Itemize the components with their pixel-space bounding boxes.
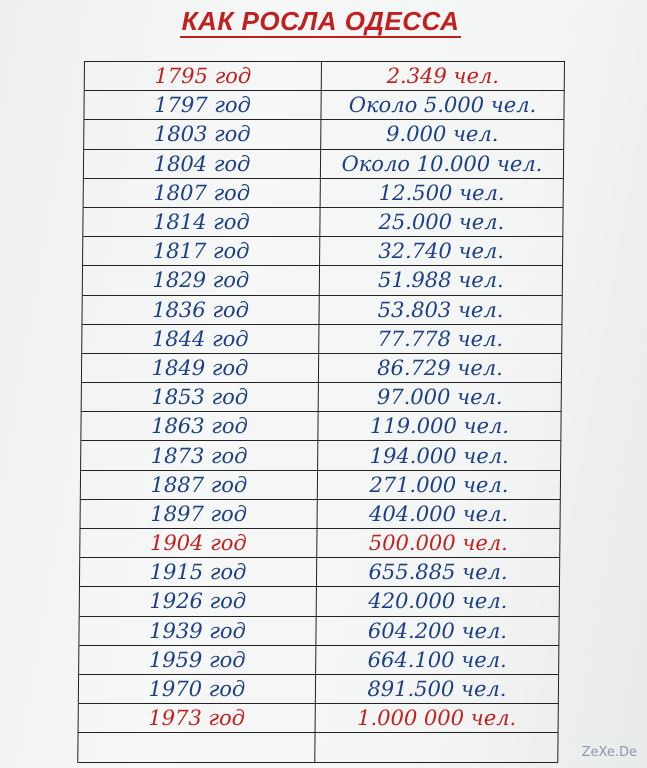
population-cell: 9.000 чел. [321, 120, 564, 148]
population-cell: 32.740 чел. [320, 237, 563, 265]
year-cell: 1803 год [84, 120, 321, 148]
year-cell: 1973 год [79, 704, 316, 732]
year-cell: 1863 год [81, 412, 318, 440]
population-cell: 77.778 чел. [319, 325, 562, 353]
table-row [79, 617, 559, 646]
table-row [84, 120, 564, 149]
table-row [78, 733, 558, 762]
year-cell: 1836 год [82, 296, 319, 324]
population-cell: 2.349 чел. [322, 62, 565, 90]
population-cell: 500.000 чел. [317, 529, 560, 557]
table-row [81, 500, 561, 529]
year-cell: 1873 год [81, 441, 318, 469]
table-row [83, 208, 563, 237]
year-cell: 1817 год [83, 237, 320, 265]
population-cell: 404.000 чел. [318, 500, 561, 528]
year-cell: 1904 год [80, 529, 317, 557]
year-cell: 1849 год [82, 354, 319, 382]
year-cell: 1795 год [85, 62, 322, 90]
table-row [82, 354, 562, 383]
table-row [84, 179, 564, 208]
year-cell: 1829 год [83, 266, 320, 294]
table-row [82, 296, 562, 325]
year-cell: 1853 год [82, 383, 319, 411]
population-cell: Около 10.000 чел. [321, 150, 564, 178]
table-row [85, 62, 565, 91]
table-row [80, 587, 560, 616]
population-cell [315, 733, 558, 761]
table-row [79, 675, 559, 704]
population-cell: 891.500 чел. [316, 675, 559, 703]
table-row [82, 383, 562, 412]
population-cell: Около 5.000 чел. [321, 91, 564, 119]
population-cell: 53.803 чел. [319, 296, 562, 324]
table-row [84, 91, 564, 120]
year-cell: 1887 год [81, 471, 318, 499]
table-row [82, 325, 562, 354]
population-cell: 25.000 чел. [320, 208, 563, 236]
population-cell: 1.000 000 чел. [316, 704, 559, 732]
table-row [81, 441, 561, 470]
year-cell: 1814 год [83, 208, 320, 236]
table-row [81, 412, 561, 441]
table-row [81, 471, 561, 500]
table-row [80, 558, 560, 587]
year-cell: 1844 год [82, 325, 319, 353]
page-title [0, 6, 647, 38]
population-cell: 420.000 чел. [317, 587, 560, 615]
year-cell: 1797 год [84, 91, 321, 119]
year-cell: 1939 год [79, 617, 316, 645]
table-row [80, 529, 560, 558]
year-cell: 1807 год [84, 179, 321, 207]
population-cell: 86.729 чел. [319, 354, 562, 382]
year-cell: 1959 год [79, 646, 316, 674]
population-cell: 51.988 чел. [320, 266, 563, 294]
population-table [77, 61, 565, 763]
population-cell: 97.000 чел. [319, 383, 562, 411]
population-cell: 119.000 чел. [318, 412, 561, 440]
table-row [79, 646, 559, 675]
table-row [84, 150, 564, 179]
page-title-text: КАК РОСЛА ОДЕССА [181, 6, 460, 36]
population-cell: 271.000 чел. [318, 471, 561, 499]
population-cell: 12.500 чел. [321, 179, 564, 207]
population-cell: 655.885 чел. [317, 558, 560, 586]
watermark: ZeXe.De [581, 745, 637, 760]
population-cell: 604.200 чел. [316, 617, 559, 645]
year-cell: 1915 год [80, 558, 317, 586]
table-row [83, 266, 563, 295]
year-cell: 1897 год [81, 500, 318, 528]
population-cell: 194.000 чел. [318, 441, 561, 469]
year-cell: 1804 год [84, 150, 321, 178]
year-cell: 1970 год [79, 675, 316, 703]
table-row [83, 237, 563, 266]
year-cell: 1926 год [80, 587, 317, 615]
table-row [79, 704, 559, 733]
year-cell [78, 733, 315, 761]
population-cell: 664.100 чел. [316, 646, 559, 674]
